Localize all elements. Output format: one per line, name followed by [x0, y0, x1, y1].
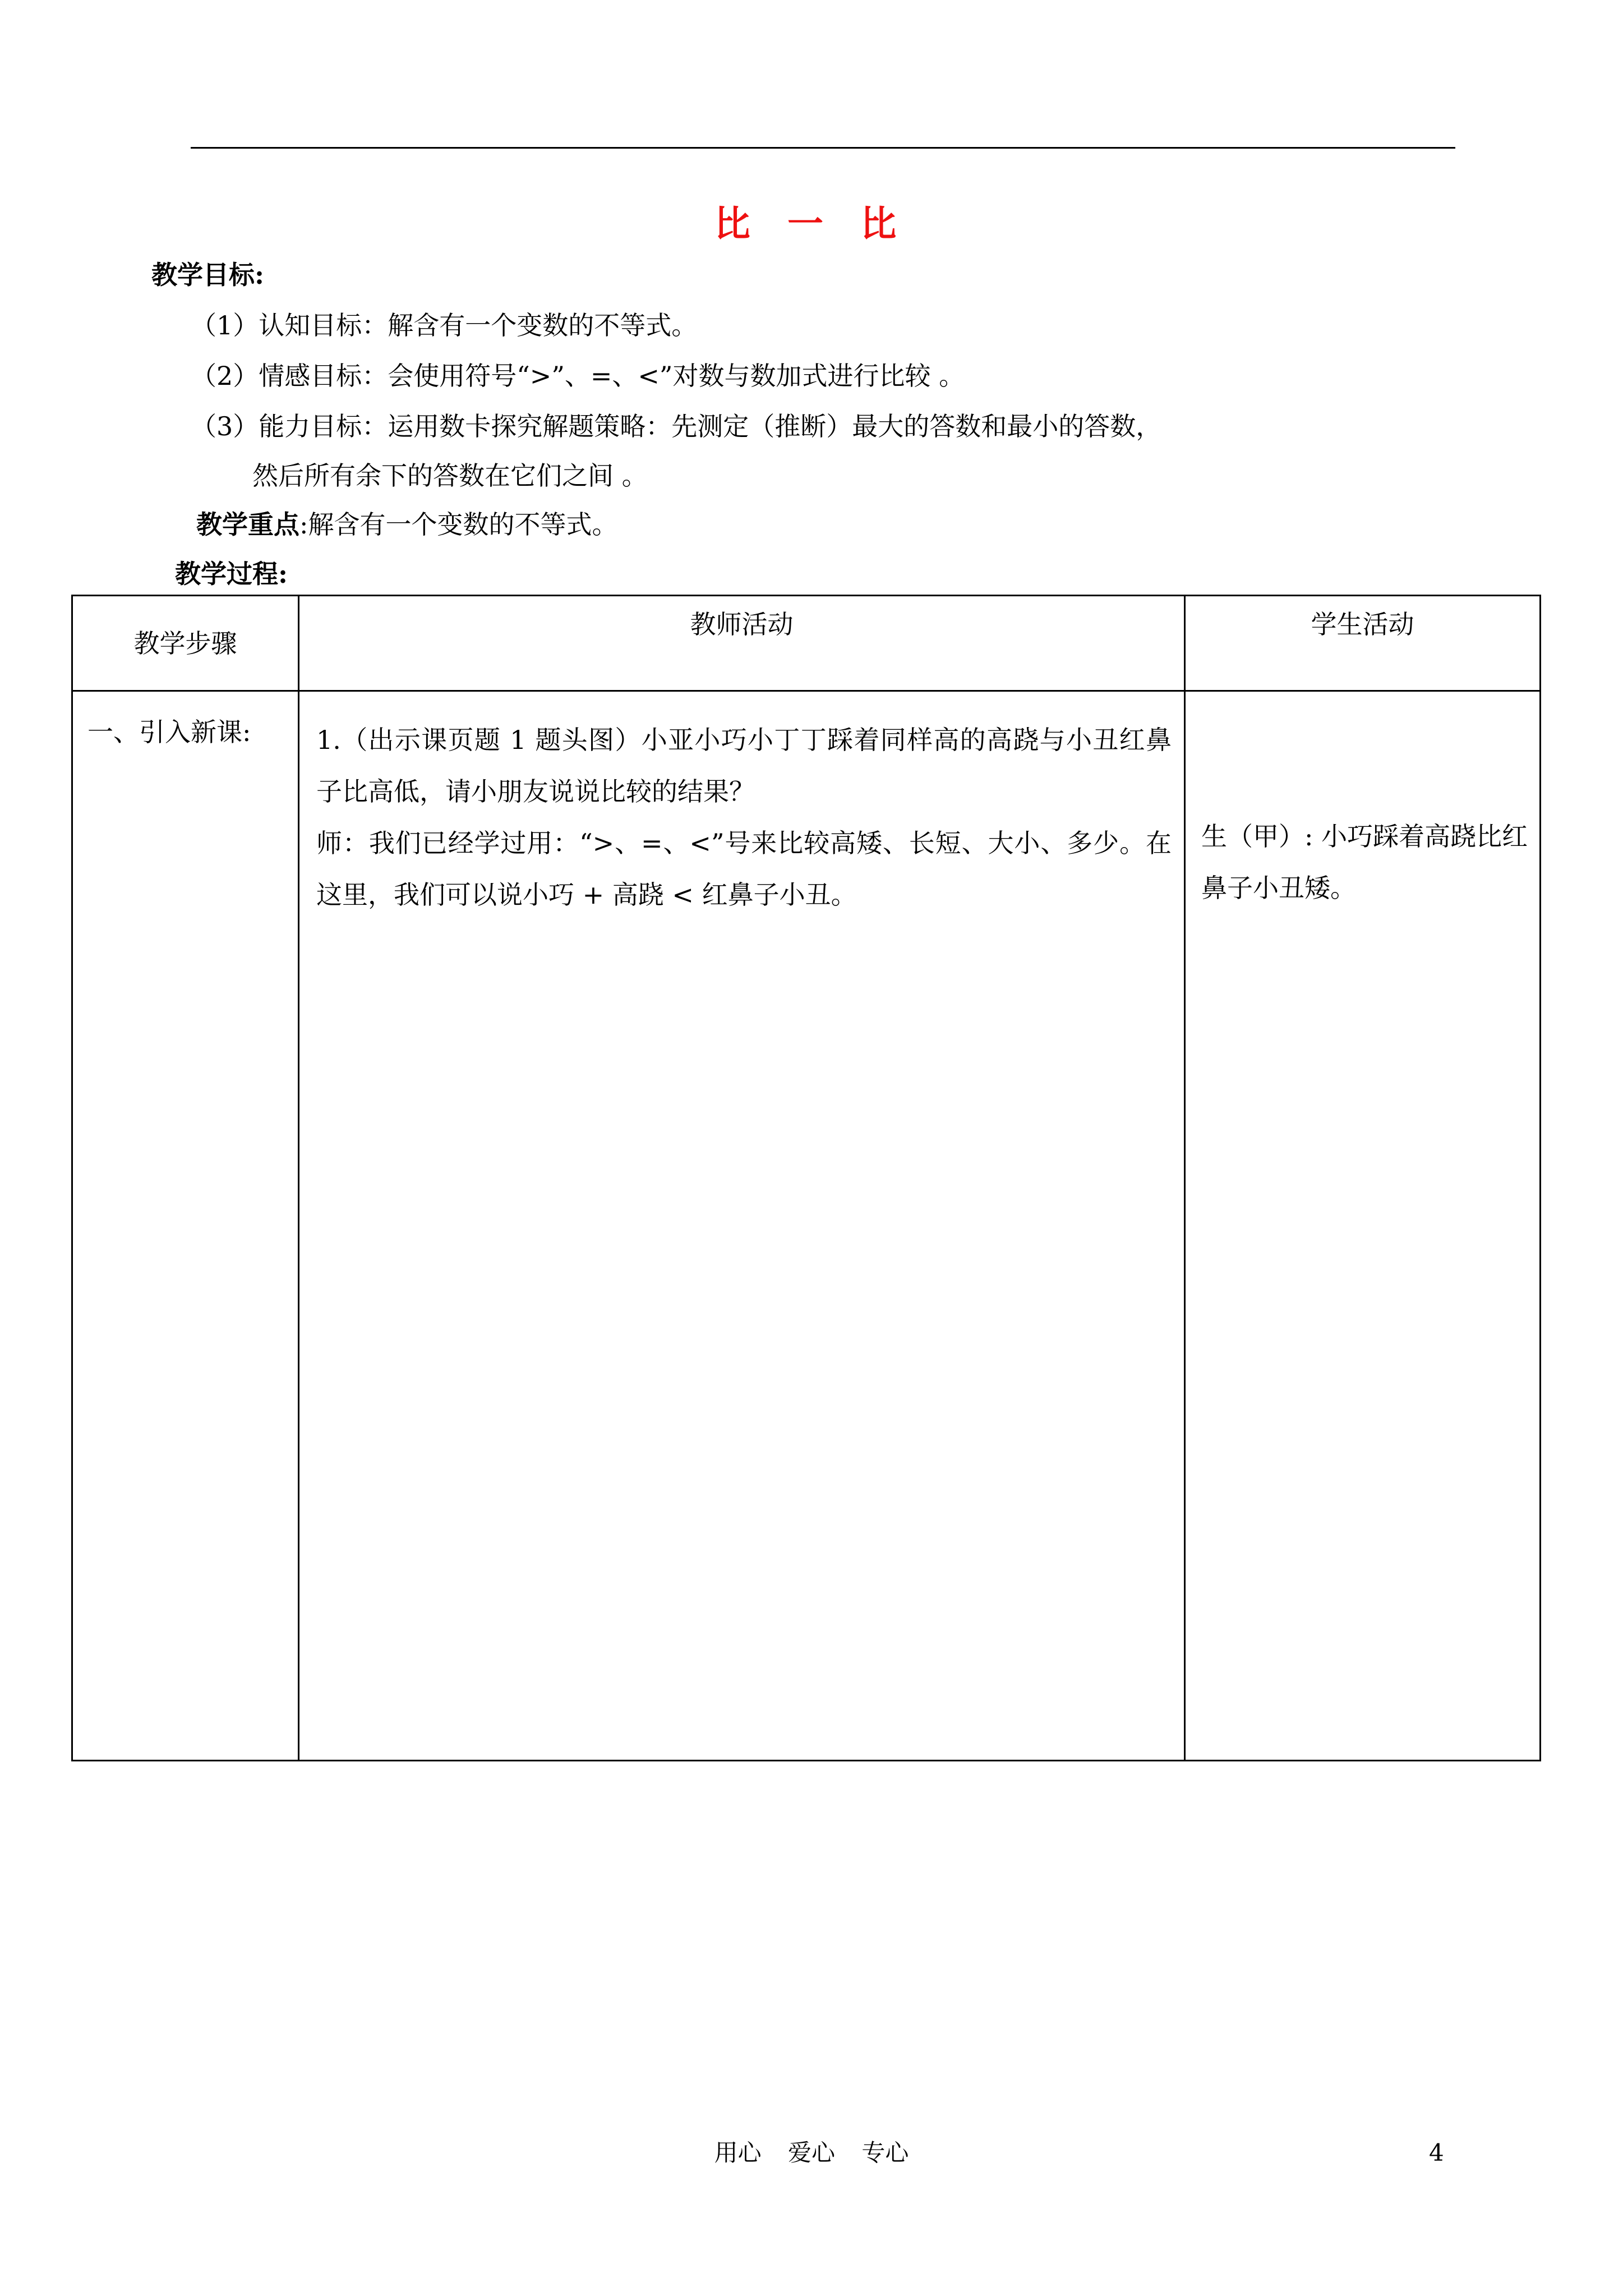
- objective-3: （3）能力目标：运用数卡探究解题策略：先测定（推断）最大的答数和最小的答数，: [191, 411, 1162, 441]
- objectives-heading: 教学目标:: [151, 260, 264, 290]
- lesson-table: [71, 595, 1541, 1761]
- step-cell: 一、引入新课:: [72, 691, 299, 1761]
- page-number: 4: [1429, 2139, 1444, 2166]
- key-point: [196, 508, 618, 541]
- table-header-row: [72, 596, 1541, 691]
- page-title: 比 一 比: [714, 203, 909, 245]
- key-point-label: 教学重点: [196, 509, 299, 540]
- teacher-activity: [299, 691, 1185, 1761]
- table-row: [72, 691, 1541, 1761]
- student-activity: [1185, 691, 1541, 1761]
- header-teacher: 教师活动: [299, 596, 1185, 691]
- header-student: 学生活动: [1185, 596, 1541, 691]
- teacher-activity-line-1: 1.（出示课页题 1 题头图）小亚小巧小丁丁踩着同样高的高跷与小丑红鼻子比高低，请小朋友说说比较的结果？: [316, 725, 1172, 807]
- objective-3-continued: 然后所有余下的答数在它们之间 。: [252, 461, 648, 491]
- objective-2: （2）情感目标：会使用符号“>”、=、<”对数与数加式进行比较 。: [191, 361, 965, 391]
- key-point-text: :解含有一个变数的不等式。: [299, 509, 618, 540]
- footer-motto: 用心 爱心 专心: [714, 2139, 909, 2166]
- student-activity-text: 生（甲）: 小巧踩着高跷比红鼻子小丑矮。: [1201, 821, 1528, 903]
- objective-1: （1）认知目标：解含有一个变数的不等式。: [191, 310, 698, 341]
- process-heading: 教学过程:: [175, 559, 288, 589]
- header-step: 教学步骤: [72, 596, 299, 691]
- teacher-activity-line-2: 师：我们已经学过用：“>、=、<”号来比较高矮、长短、大小、多少。在这里，我们可以说小巧 + 高跷 < 红鼻子小丑。: [316, 828, 1172, 910]
- header-rule: [191, 147, 1455, 149]
